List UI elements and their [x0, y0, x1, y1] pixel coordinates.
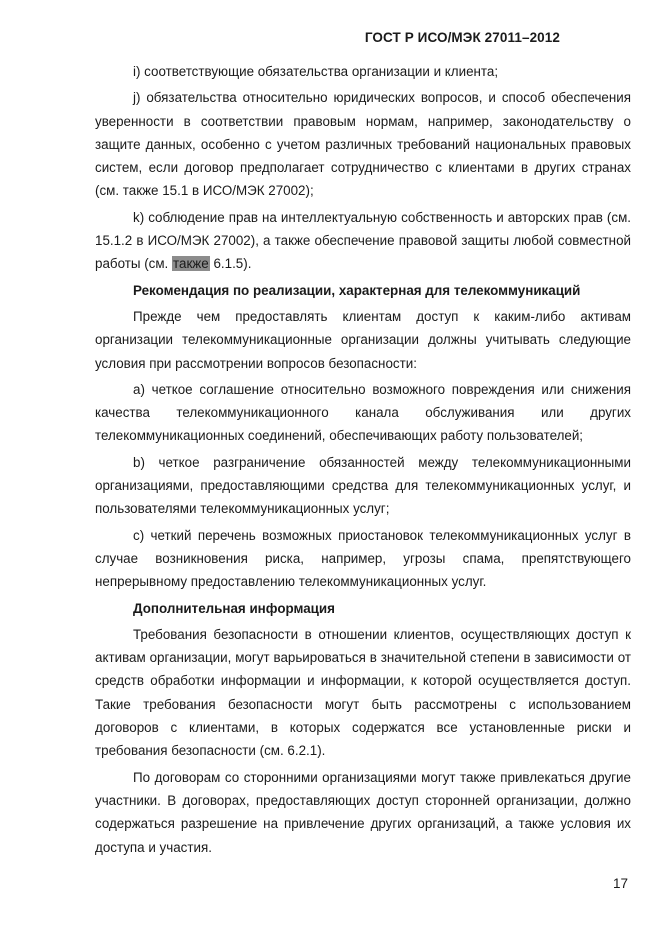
page-number: 17: [612, 876, 628, 891]
section-heading-additional: Дополнительная информация: [133, 600, 335, 616]
list-item-k-text: k) соблюдение прав на интеллектуальную собственность и авторских прав (см. 15.1.2 в ИСО/МЭК 27002), а также обеспечение правовой защиты любой совместной работы (см.: [95, 209, 631, 272]
list-item-c: с) четкий перечень возможных приостановок телекоммуникационных услуг в случае возникновения риска, например, угрозы спама, препятствующего непрерывному предоставлению телекоммуникационных услуг.: [95, 527, 631, 590]
list-item-k: [95, 206, 631, 276]
additional-info-paragraph-1: Требования безопасности в отношении клиентов, осуществляющих доступ к активам организации, могут варьироваться в значительной степени в зависимости от средств обработки информации и информации, к которой осуществляется доступ. Такие требования безопасности могут быть рассмотрены с использованием договоров с клиентами, в которых содержатся все установленные риски и требования безопасности (см. 6.2.1).: [95, 626, 631, 759]
telecom-intro-paragraph: Прежде чем предоставлять клиентам доступ к каким-либо активам организации телекоммуникационные организации должны учитывать следующие условия при рассмотрении вопросов безопасности:: [95, 308, 631, 371]
list-item-j: j) обязательства относительно юридических вопросов, и способ обеспечения уверенности в соответствии правовым нормам, например, законодательству о защите данных, особенно с учетом различных требований национальных правовых систем, если договор предполагает сотрудничество с клиентами в других странах (см. также 15.1 в ИСО/МЭК 27002);: [95, 90, 631, 199]
section-heading-telecom: Рекомендация по реализации, характерная для телекоммуникаций: [133, 282, 581, 298]
standard-code-header: ГОСТ Р ИСО/МЭК 27011–2012: [364, 30, 560, 45]
list-item-a: а) четкое соглашение относительно возможного повреждения или снижения качества телекоммуникационного канала обслуживания или других телекоммуникационных соединений, обеспечивающих работу пользователей;: [95, 381, 631, 444]
highlighted-word: также: [173, 256, 209, 272]
list-item-b: b) четкое разграничение обязанностей между телекоммуникационными организациями, предоставляющими средства для телекоммуникационных услуг, и пользователями телекоммуникационных услуг;: [95, 454, 631, 517]
additional-info-paragraph-2: По договорам со сторонними организациями могут также привлекаться другие участники. В договорах, предоставляющих доступ сторонней организации, должно содержаться разрешение на привлечение других организаций, а также условия их доступа и участия.: [95, 769, 631, 855]
document-body: [95, 60, 631, 862]
list-item-k-tail: 6.1.5).: [213, 256, 252, 272]
list-item-i: i) соответствующие обязательства организации и клиента;: [133, 64, 499, 79]
